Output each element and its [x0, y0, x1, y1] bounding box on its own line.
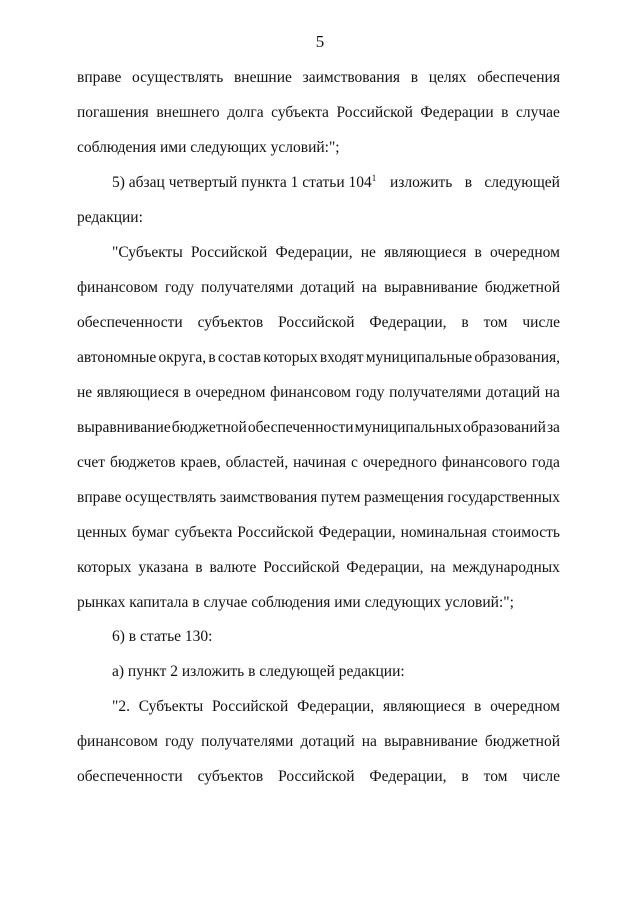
word: финансовом: [270, 384, 351, 401]
word: образований: [462, 419, 546, 436]
word: очередном: [490, 698, 560, 715]
word: в: [183, 384, 191, 401]
word: Федерации: [420, 104, 494, 121]
word: Российской: [211, 698, 289, 715]
word: осуществлять: [124, 489, 217, 506]
text-line: [77, 103, 560, 123]
word: указана: [138, 559, 189, 576]
word: обеспеченности: [77, 314, 183, 331]
word: Российской: [190, 244, 268, 261]
word: счет: [77, 454, 106, 471]
word: очередном: [490, 244, 560, 261]
word: бумаг: [131, 524, 170, 541]
word: субъекта: [174, 524, 233, 541]
word: дотаций: [300, 279, 355, 296]
word: в: [208, 349, 216, 366]
text-line: [77, 418, 560, 438]
word: выравнивание: [384, 733, 478, 750]
word: на: [430, 559, 446, 576]
word: стоимость: [491, 524, 560, 541]
word: Федерации,: [369, 314, 447, 331]
text-line: [77, 558, 560, 578]
word: являющиеся: [384, 244, 467, 261]
word: которых: [263, 349, 318, 366]
word: долга: [227, 104, 264, 121]
text-line: 6) в статье 130:: [112, 628, 213, 645]
text-line: [77, 453, 560, 473]
word: округа,: [158, 349, 207, 366]
word: обеспеченности: [247, 419, 354, 436]
word: Федерации,: [369, 768, 447, 785]
word: бюджетной: [484, 279, 560, 296]
text-line: [112, 697, 560, 717]
word: за: [546, 419, 560, 436]
word: в: [474, 244, 482, 261]
word: Российской: [237, 524, 314, 541]
word: обеспечения: [477, 69, 560, 86]
word: которых: [77, 559, 132, 576]
text-line: редакции:: [77, 209, 143, 226]
text-line: [112, 243, 560, 263]
word: погашения: [77, 104, 149, 121]
word: году: [355, 384, 385, 401]
word: Российской: [278, 314, 355, 331]
word: муниципальные: [365, 349, 473, 366]
word: областей,: [225, 454, 289, 471]
word: году: [165, 733, 194, 750]
word: году: [165, 279, 194, 296]
word: размещения: [364, 489, 444, 506]
word: Российской: [278, 768, 355, 785]
text-line-with-superscript: [112, 173, 560, 193]
word: в: [195, 559, 203, 576]
word: на: [361, 733, 377, 750]
text-line: [77, 767, 560, 787]
word: внешнего: [156, 104, 220, 121]
word: с: [351, 454, 358, 471]
word: являющиеся: [96, 384, 179, 401]
word: следующей: [484, 174, 560, 191]
word: числе: [522, 314, 560, 331]
word: осуществлять: [132, 69, 224, 86]
superscript: 1: [371, 173, 377, 183]
word: Российской: [336, 104, 413, 121]
word: целях: [428, 69, 467, 86]
word: не: [77, 384, 93, 401]
word: том: [483, 768, 508, 785]
article-ref: 5) абзац четвертый пункта 1 статьи $104^1$: [112, 173, 377, 191]
word: Российской: [263, 559, 340, 576]
word: вправе: [77, 69, 122, 86]
word: путем: [320, 489, 361, 506]
word: ценных: [77, 524, 127, 541]
text-line: [77, 523, 560, 543]
text-line: [77, 348, 560, 368]
word: внешние: [233, 69, 292, 86]
word: на: [361, 279, 377, 296]
word: субъектов: [197, 768, 264, 785]
word: входят: [319, 349, 364, 366]
word: дотаций: [300, 733, 355, 750]
word: номинальная: [400, 524, 487, 541]
word: обеспеченности: [77, 768, 183, 785]
word: в: [473, 698, 482, 715]
word: бюджетов: [109, 454, 176, 471]
word: состав: [217, 349, 261, 366]
word: очередного: [362, 454, 437, 471]
word: получателями: [201, 279, 294, 296]
word: Федерации,: [297, 698, 375, 715]
word: валюте: [209, 559, 257, 576]
word: очередном: [195, 384, 266, 401]
word: начиная: [293, 454, 347, 471]
word: в: [501, 104, 509, 121]
word: Федерации,: [275, 244, 353, 261]
word: бюджетной: [171, 419, 247, 436]
word: случае: [516, 104, 560, 121]
word: являющиеся: [382, 698, 466, 715]
word: на: [544, 384, 560, 401]
word: финансового: [441, 454, 527, 471]
word: числе: [522, 768, 560, 785]
text-line: [77, 732, 560, 752]
word: заимствования: [219, 489, 318, 506]
word: финансовом: [77, 279, 158, 296]
word: в: [461, 314, 469, 331]
word: бюджетной: [484, 733, 560, 750]
word: дотаций: [485, 384, 541, 401]
word: заимствования: [302, 69, 401, 86]
word: субъекта: [271, 104, 329, 121]
text-line-tail: [390, 173, 560, 193]
text-line: [77, 278, 560, 298]
word: получателями: [389, 384, 482, 401]
word: в: [410, 69, 419, 86]
word: в: [464, 174, 473, 191]
text-line: [77, 488, 560, 508]
word: вправе: [77, 489, 122, 506]
word: образования,: [474, 349, 560, 366]
word: получателями: [201, 733, 294, 750]
word: Субъекты: [138, 698, 204, 715]
word: "2.: [112, 698, 130, 715]
word: Федерации,: [318, 524, 396, 541]
word: том: [483, 314, 508, 331]
word: выравнивание: [77, 419, 171, 436]
text-line: а) пункт 2 изложить в следующей редакции:: [112, 663, 405, 680]
word: не: [360, 244, 376, 261]
text-line: [77, 313, 560, 333]
word: субъектов: [197, 314, 264, 331]
text-line: соблюдения ими следующих условий:";: [77, 139, 340, 156]
word: в: [461, 768, 469, 785]
word: финансовом: [77, 733, 158, 750]
text-line: [77, 68, 560, 88]
text-line: рынках капитала в случае соблюдения ими следующих условий:";: [77, 594, 514, 611]
word: краев,: [180, 454, 221, 471]
word: муниципальных: [354, 419, 462, 436]
word: автономные: [77, 349, 157, 366]
word: выравнивание: [384, 279, 478, 296]
word: международных: [452, 559, 560, 576]
word: "Субъекты: [112, 244, 183, 261]
word: Федерации,: [346, 559, 424, 576]
word: государственных: [447, 489, 560, 506]
word: изложить: [390, 174, 453, 191]
text-line: [77, 383, 560, 403]
page-number: 5: [315, 32, 325, 51]
word: года: [531, 454, 560, 471]
